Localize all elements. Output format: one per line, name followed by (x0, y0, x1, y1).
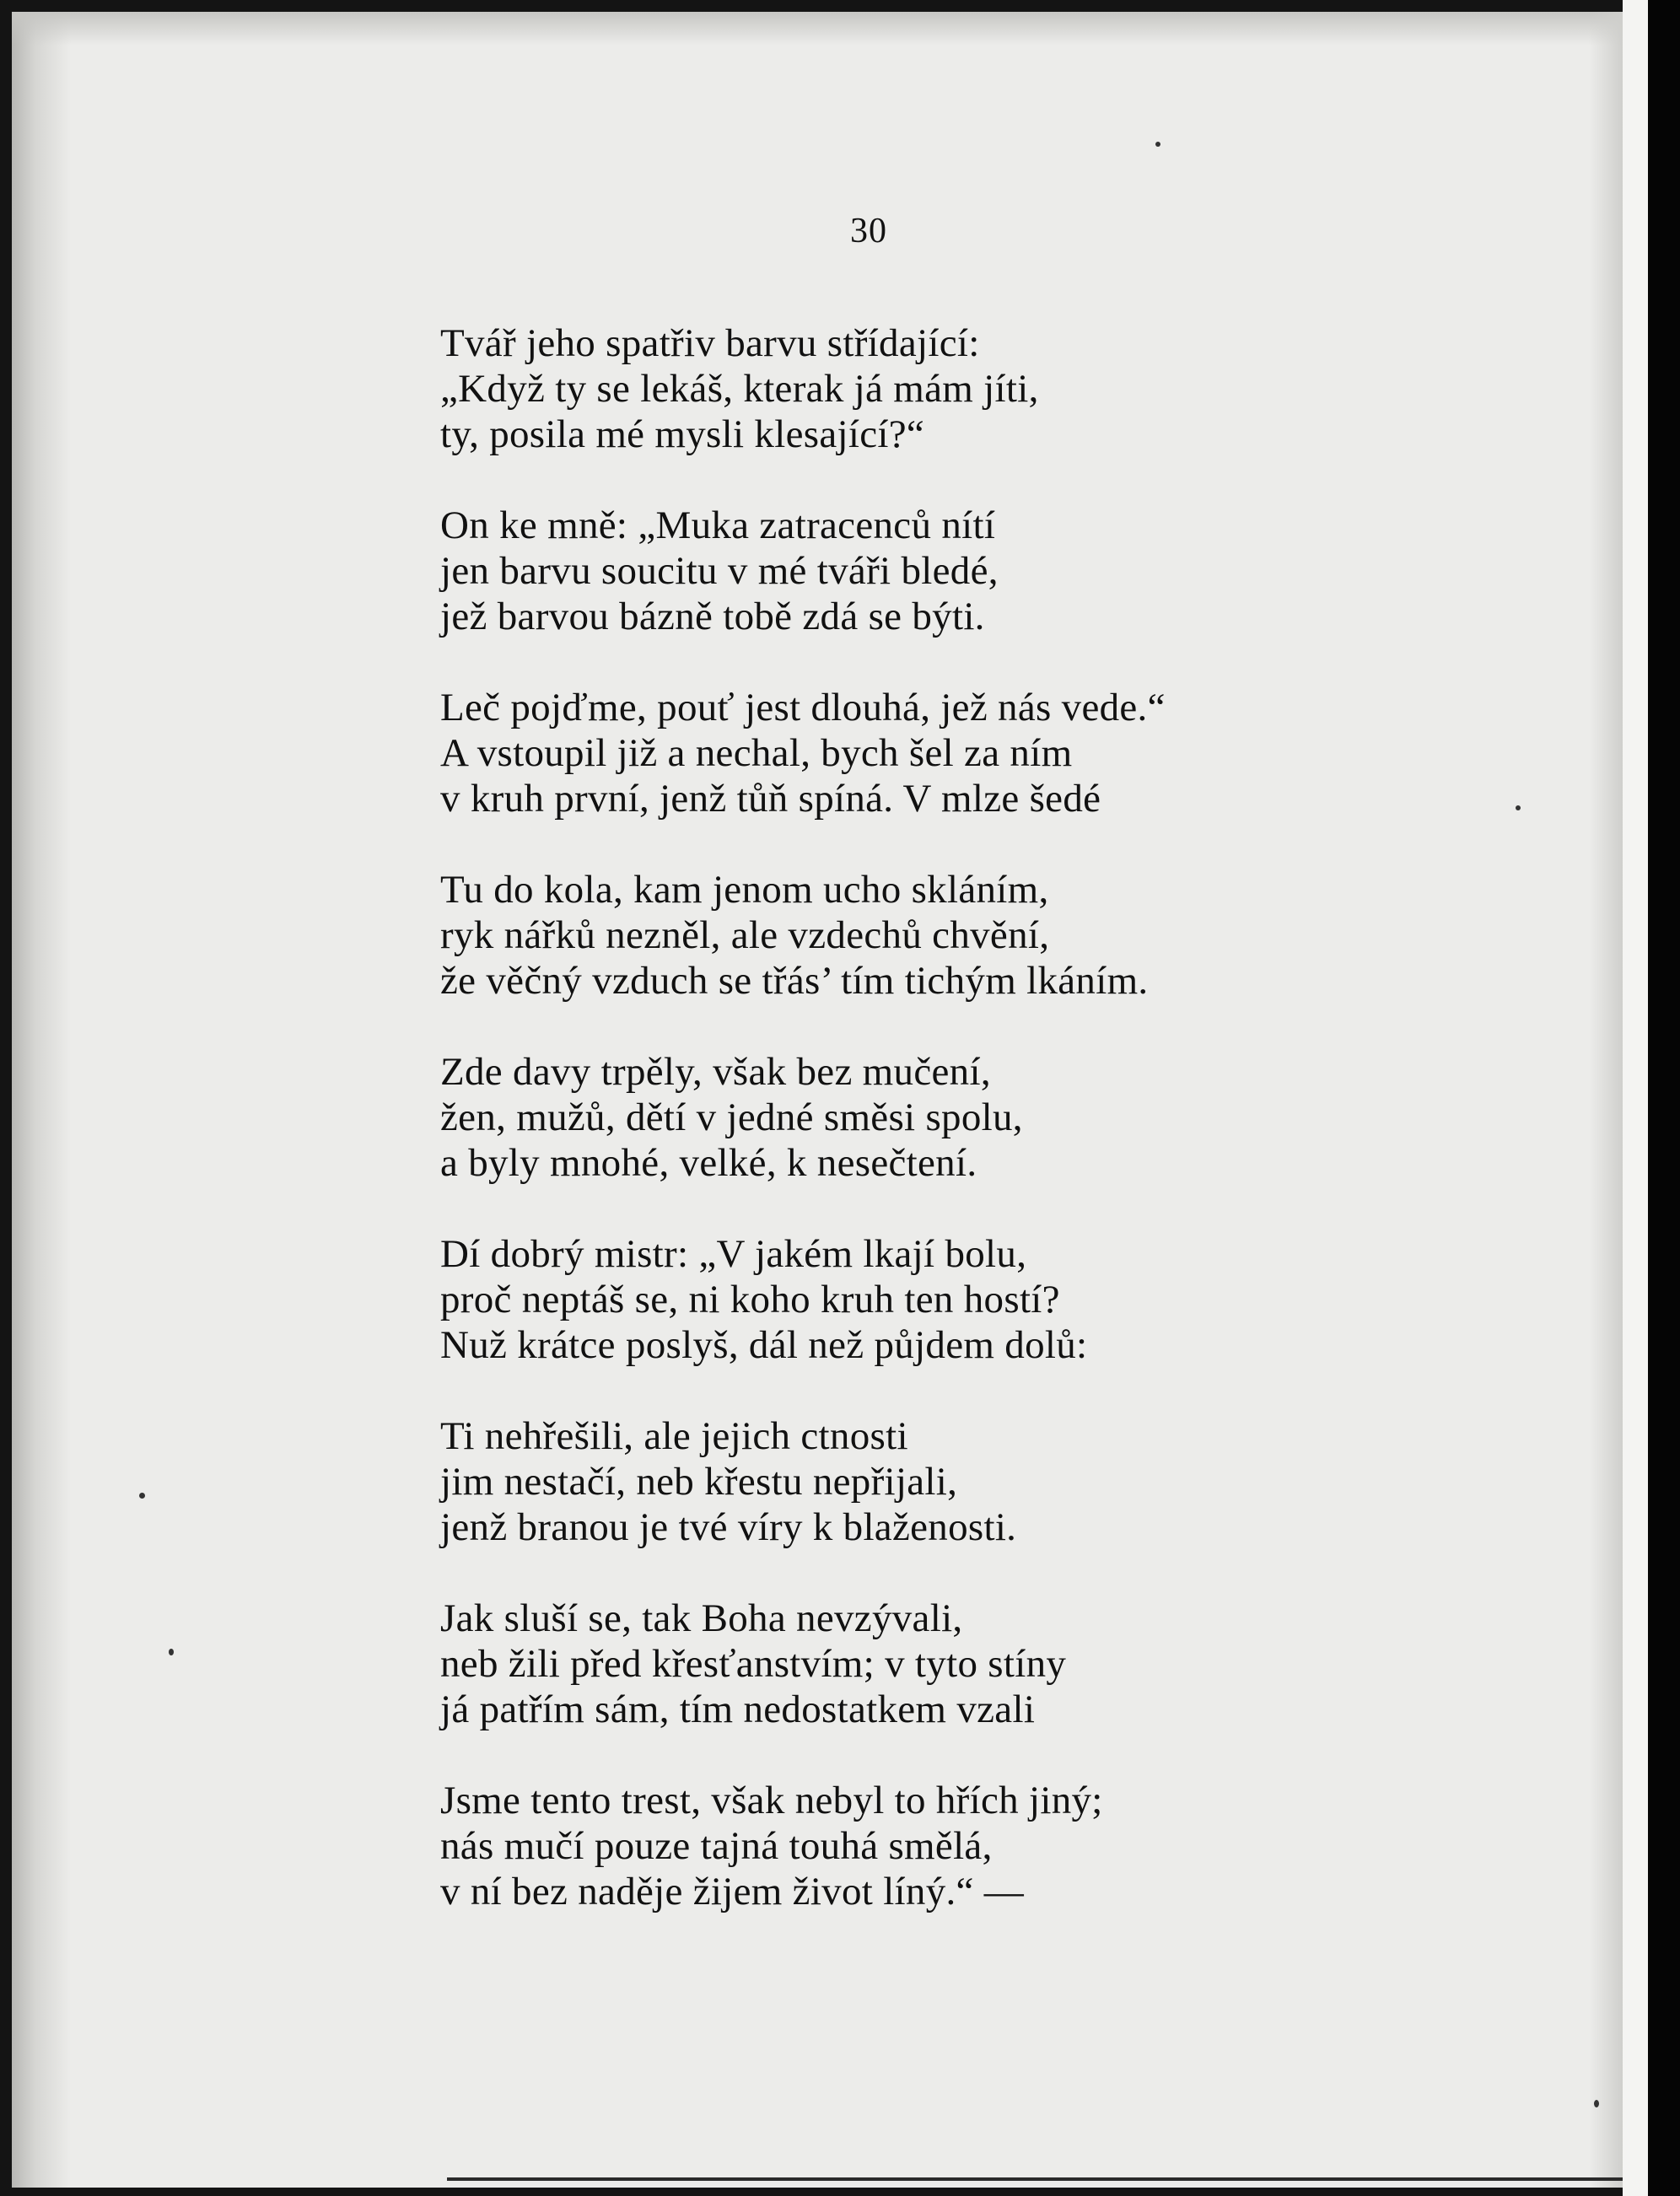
stanza (440, 685, 1166, 821)
verse-line: žen, mužů, dětí v jedné směsi spolu, (440, 1095, 1023, 1139)
verse-line: „Když ty se lekáš, kterak já mám jíti, (440, 367, 1039, 411)
scan-speck (139, 1493, 145, 1499)
verse-line: On ke mně: „Muka zatracenců nítí (440, 503, 996, 547)
verse-line: Zde davy trpěly, však bez mučení, (440, 1050, 991, 1094)
scan-speck (1594, 2100, 1599, 2107)
scan-border-bottom (447, 2177, 1623, 2181)
verse-line: a byly mnohé, velké, k nesečtení. (440, 1141, 977, 1185)
verse-line: nás mučí pouze tajná touhá smělá, (440, 1824, 993, 1868)
verse-line: já patřím sám, tím nedostatkem vzali (440, 1687, 1036, 1731)
stanza (440, 1231, 1166, 1368)
verse-line: Tvář jeho spatřiv barvu střídající: (440, 321, 980, 365)
poem-text (440, 320, 1166, 1960)
verse-line: Jsme tento trest, však nebyl to hřích jiný; (440, 1779, 1103, 1822)
verse-line: Dí dobrý mistr: „V jakém lkají bolu, (440, 1232, 1027, 1276)
stanza (440, 503, 1166, 639)
stanza (440, 867, 1166, 1004)
verse-line: Tu do kola, kam jenom ucho skláním, (440, 868, 1049, 912)
verse-line: v ní bez naděje žijem život líný.“ — (440, 1870, 1025, 1913)
stanza (440, 1596, 1166, 1732)
page-shadow-top (12, 12, 1623, 46)
scan-speck (169, 1649, 174, 1655)
stanza (440, 320, 1166, 457)
verse-line: jenž branou je tvé víry k blaženosti. (440, 1505, 1017, 1549)
verse-line: jim nestačí, neb křestu nepřijali, (440, 1460, 958, 1504)
page-shadow-left (12, 12, 71, 2188)
verse-line: Jak sluší se, tak Boha nevzývali, (440, 1596, 963, 1640)
page-number: 30 (850, 212, 887, 250)
verse-line: Nuž krátce poslyš, dál než půjdem dolů: (440, 1323, 1088, 1367)
verse-line: ty, posila mé mysli klesající?“ (440, 412, 925, 456)
page-edge-strip (1623, 0, 1648, 2196)
verse-line: proč neptáš se, ni koho kruh ten hostí? (440, 1278, 1060, 1321)
verse-line: že věčný vzduch se třás’ tím tichým lkáním. (440, 959, 1149, 1003)
verse-line: neb žili před křesťanstvím; v tyto stíny (440, 1642, 1067, 1686)
verse-line: ryk nářků nezněl, ale vzdechů chvění, (440, 913, 1050, 957)
verse-line: jež barvou bázně tobě zdá se býti. (440, 595, 985, 638)
stanza (440, 1049, 1166, 1186)
page-shadow-right (1589, 12, 1623, 2188)
stanza (440, 1413, 1166, 1550)
verse-line: v kruh první, jenž tůň spíná. V mlze šedé (440, 777, 1101, 821)
verse-line: Ti nehřešili, ale jejich ctnosti (440, 1414, 908, 1458)
verse-line: Leč pojďme, pouť jest dlouhá, jež nás vede.“ (440, 686, 1166, 729)
scan-border-right (1648, 0, 1680, 2196)
verse-line: A vstoupil již a nechal, bych šel za ním (440, 731, 1073, 775)
verse-line: jen barvu soucitu v mé tváři bledé, (440, 549, 999, 593)
scan-speck (1155, 142, 1160, 147)
scan-speck (1516, 805, 1521, 810)
stanza (440, 1778, 1166, 1914)
